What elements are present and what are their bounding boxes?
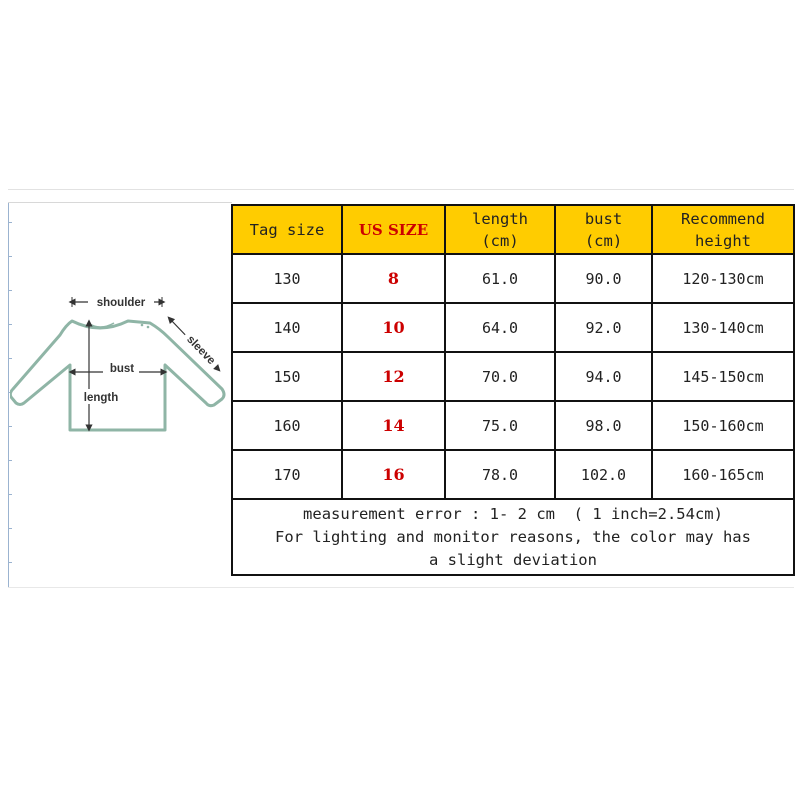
size-chart-header-row (232, 205, 794, 254)
ruler-tick (9, 460, 12, 461)
cell-recommend-height: 130-140cm (652, 303, 794, 352)
notes-row (232, 499, 794, 575)
shirt-measurement-diagram (10, 285, 232, 445)
cell-length: 78.0 (445, 450, 555, 499)
table-row (232, 352, 794, 401)
ruler-tick (9, 494, 12, 495)
color-deviation-note-line1: For lighting and monitor reasons, the color may has (275, 527, 751, 546)
cell-bust: 90.0 (555, 254, 652, 303)
cell-recommend-height: 160-165cm (652, 450, 794, 499)
cell-us-size: 16 (342, 450, 445, 499)
length-label: length (83, 392, 119, 404)
cell-tag-size: 170 (232, 450, 342, 499)
color-deviation-note-line2: a slight deviation (429, 550, 597, 569)
table-row (232, 450, 794, 499)
cell-recommend-height: 150-160cm (652, 401, 794, 450)
cell-length: 61.0 (445, 254, 555, 303)
header-recommend-height: Recommend height (652, 205, 794, 254)
ruler-tick (9, 528, 12, 529)
ruler-tick (9, 222, 12, 223)
ruler-tick (9, 562, 12, 563)
header-length: length (cm) (445, 205, 555, 254)
cell-bust: 98.0 (555, 401, 652, 450)
measurement-error-note: measurement error : 1- 2 cm ( 1 inch=2.54cm) (303, 504, 723, 523)
header-bust: bust (cm) (555, 205, 652, 254)
cell-bust: 102.0 (555, 450, 652, 499)
cell-us-size: 14 (342, 401, 445, 450)
cell-tag-size: 160 (232, 401, 342, 450)
cell-us-size: 12 (342, 352, 445, 401)
frame-top-line (8, 189, 794, 190)
size-chart-table (231, 204, 795, 576)
cell-length: 75.0 (445, 401, 555, 450)
cell-tag-size: 140 (232, 303, 342, 352)
measurement-notes-cell (232, 499, 794, 575)
cell-recommend-height: 145-150cm (652, 352, 794, 401)
cell-tag-size: 130 (232, 254, 342, 303)
table-row (232, 401, 794, 450)
frame-separator-line (8, 202, 232, 203)
frame-left-line (8, 202, 9, 587)
shoulder-label: shoulder (96, 297, 146, 309)
ruler-tick (9, 256, 12, 257)
cell-tag-size: 150 (232, 352, 342, 401)
table-row (232, 254, 794, 303)
cell-us-size: 8 (342, 254, 445, 303)
cell-length: 64.0 (445, 303, 555, 352)
cell-bust: 92.0 (555, 303, 652, 352)
table-row (232, 303, 794, 352)
cell-us-size: 10 (342, 303, 445, 352)
cell-length: 70.0 (445, 352, 555, 401)
bust-label: bust (109, 363, 135, 375)
sleeve-label: sleeve (184, 333, 218, 368)
cell-bust: 94.0 (555, 352, 652, 401)
header-us-size: US SIZE (342, 205, 445, 254)
header-tag-size: Tag size (232, 205, 342, 254)
frame-bottom-line (8, 587, 794, 588)
cell-recommend-height: 120-130cm (652, 254, 794, 303)
